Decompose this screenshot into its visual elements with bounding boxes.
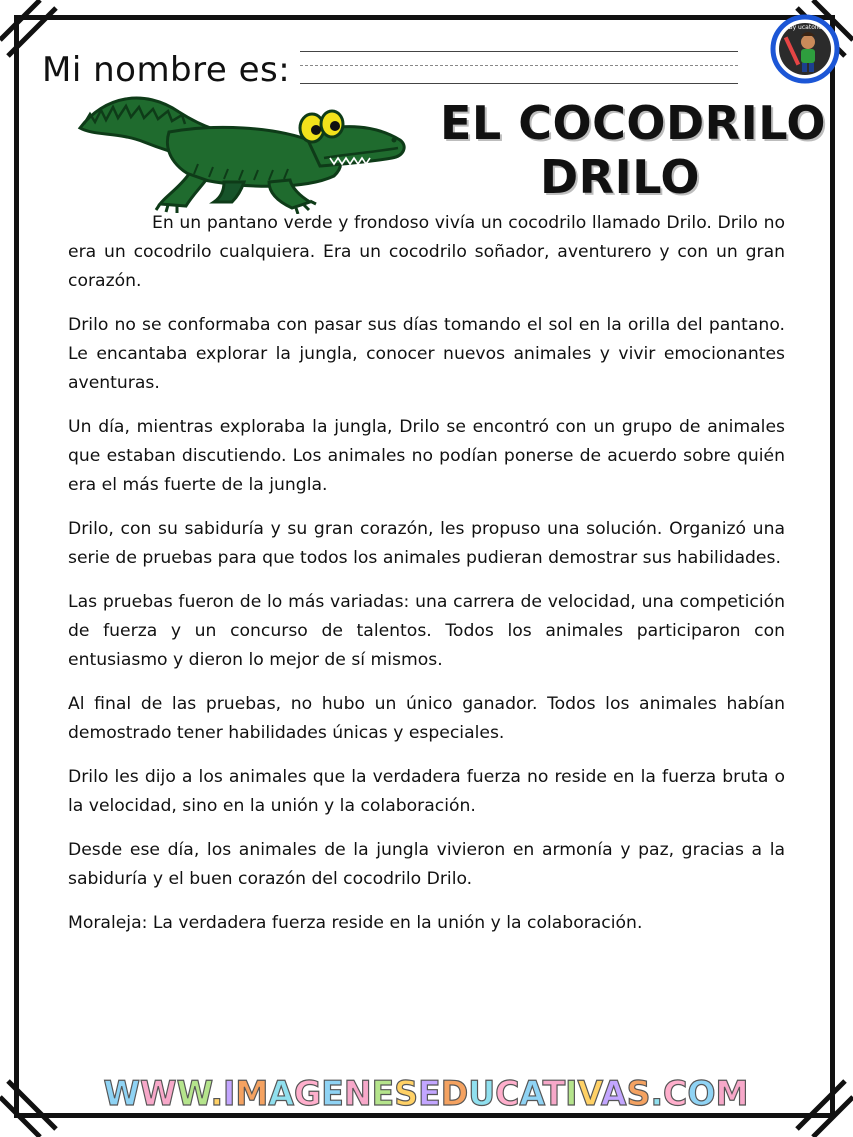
website-letter: T [542,1074,566,1114]
website-letter: S [394,1074,419,1114]
website-letter: S [626,1074,652,1114]
story-text [68,209,785,938]
story-title-line-1: EL COCODRILO [440,96,826,150]
crocodile-illustration [74,84,410,214]
website-letter: E [371,1074,395,1114]
website-letter: C [495,1074,521,1114]
website-letter: E [321,1074,345,1114]
website-letter: U [468,1074,496,1114]
website-letter: . [650,1074,664,1114]
story-title [440,96,826,204]
website-letter: I [565,1074,578,1114]
website-letter: C [663,1074,688,1114]
story-paragraph-1: En un pantano verde y frondoso vivía un cocodrilo llamado Drilo. Drilo no era un cocodrilo cualquiera. Era un cocodrilo soñador, aventurero y con un gran corazón. [68,213,785,291]
story-paragraph-2: Drilo no se conformaba con pasar sus días tomando el sol en la orilla del pantano. Le encantaba explorar la jungla, conocer nuevos animales y vivir emocionantes aventuras. [68,315,785,393]
website-letter: I [223,1074,236,1114]
website-letter: A [268,1074,295,1114]
website-letter: V [577,1074,602,1114]
website-text [104,1074,749,1114]
website-letter: . [210,1074,224,1114]
corner-stripes-bottom-right [793,1077,853,1137]
story-paragraph-6: Al final de las pruebas, no hubo un único ganador. Todos los animales habían demostrado tener habilidades únicas y especiales. [68,694,785,743]
story-paragraph-5: Las pruebas fueron de lo más variadas: una carrera de velocidad, una competición de fuerza y un concurso de talentos. Todos los animales participaron con entusiasmo y dieron lo mejor de sí mismos. [68,592,785,670]
website-letter: E [418,1074,442,1114]
website-letter: D [440,1074,469,1114]
name-writing-lines[interactable] [300,48,738,88]
story-paragraph-8: Desde ese día, los animales de la jungla vivieron en armonía y paz, gracias a la sabiduría y el buen corazón del cocodrilo Drilo. [68,840,785,889]
website-letter: M [715,1074,750,1114]
story-paragraph-4: Drilo, con su sabiduría y su gran corazón, les propuso una solución. Organizó una serie de pruebas para que todos los animales pudieran demostrar sus habilidades. [68,519,785,568]
story-title-line-2: DRILO [540,150,700,204]
website-letter: A [519,1074,544,1114]
corner-stripes-bottom-left [0,1077,60,1137]
story-paragraph-7: Drilo les dijo a los animales que la verdadera fuerza no reside en la fuerza bruta o la velocidad, sino en la unión y la colaboración. [68,767,785,816]
website-letter: W [103,1074,142,1114]
website-letter: G [294,1074,322,1114]
website-footer [100,1068,753,1114]
website-letter: A [600,1074,628,1114]
name-line-middle [300,65,738,66]
name-label: Mi nombre es: [42,50,291,90]
website-letter: N [343,1074,373,1114]
website-letter: W [140,1074,178,1114]
author-logo [770,14,840,84]
name-line-top [300,51,738,52]
logo-text: By ucatolic [788,24,822,31]
website-letter: O [687,1074,717,1114]
website-letter: M [235,1074,270,1114]
story-paragraph-3: Un día, mientras exploraba la jungla, Drilo se encontró con un grupo de animales que estaban discutiendo. Los animales no podían ponerse de acuerdo sobre quién era el más fuerte de la jungla. [68,417,785,495]
story-moral: Moraleja: La verdadera fuerza reside en la unión y la colaboración. [68,913,643,933]
website-letter: W [176,1074,212,1114]
